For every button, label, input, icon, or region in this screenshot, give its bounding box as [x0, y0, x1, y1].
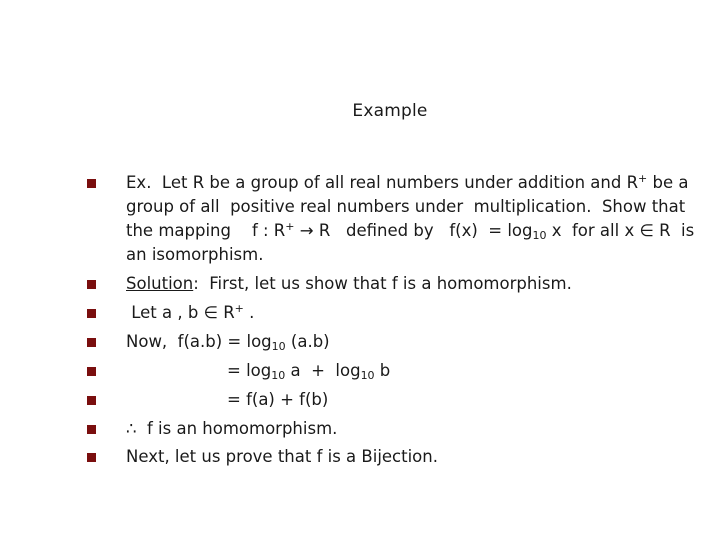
item-problem-line-2: group of all positive real numbers under multiplication. Show that — [126, 197, 686, 216]
item-next: Next, let us prove that f is a Bijection. — [126, 447, 438, 466]
bullet-marker — [87, 280, 96, 289]
item-step-3: = f(a) + f(b) — [227, 390, 329, 409]
bullet-marker — [87, 179, 96, 188]
item-therefore: ∴ f is an homomorphism. — [126, 419, 338, 438]
item-problem-line-1: Ex. Let R be a group of all real numbers under addition and R+ be a — [126, 172, 689, 192]
solution-label: Solution — [126, 274, 194, 293]
item-let: Let a , b ∈ R+ . — [126, 302, 255, 322]
item-problem-line-3: the mapping f : R+ → R defined by $f(x) = \log_{10} x$ for all x ∈ R is — [126, 220, 695, 242]
bullet-marker — [87, 453, 96, 462]
item-now: Now, $f(a.b) = \log_{10} (a.b)$ — [126, 332, 330, 353]
item-step-2: = $\log_{10} a + \log_{10} b$ — [227, 361, 391, 382]
bullet-marker — [87, 396, 96, 405]
bullet-marker — [87, 338, 96, 347]
item-solution: Solution: First, let us show that f is a homomorphism. — [126, 274, 572, 293]
bullet-marker — [87, 309, 96, 318]
item-problem-line-4: an isomorphism. — [126, 245, 264, 264]
slide-title: Example — [352, 101, 428, 121]
bullet-marker — [87, 367, 96, 376]
bullet-marker — [87, 425, 96, 434]
